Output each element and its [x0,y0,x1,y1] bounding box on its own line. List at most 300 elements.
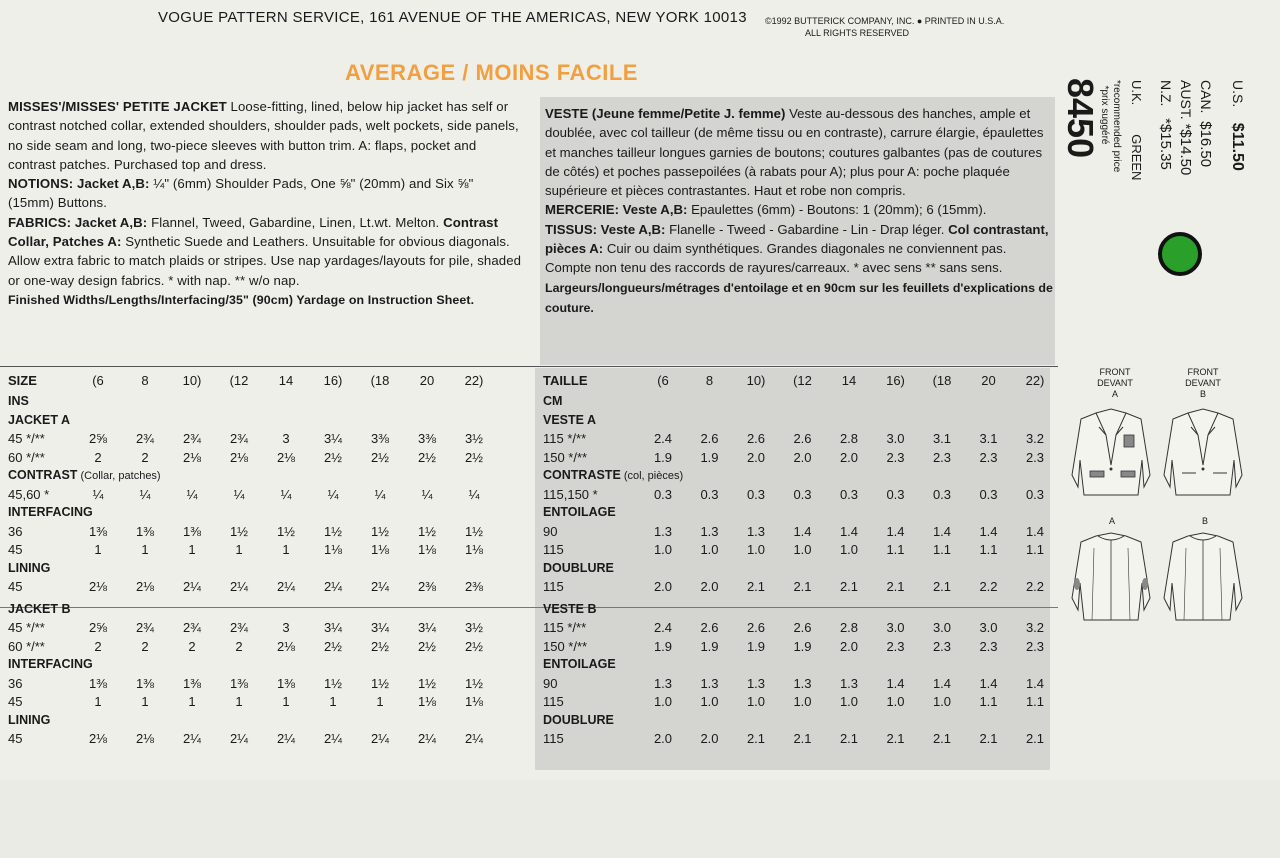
en-cell: 3⅜ [417,431,437,446]
fr-cell: 2.1 [932,579,952,594]
en-cell: 2 [94,449,102,465]
aust-label: AUST. [1178,80,1194,120]
fr-size-3: (12 [793,373,812,388]
en-row-label: LINING [8,712,51,727]
fr-table-row [543,448,1053,467]
fr-cell: 2.0 [839,638,859,654]
french-yardage-table [543,368,1053,748]
fr-section-row [543,392,1053,411]
en-cell: 2⅝ [88,620,108,635]
fr-cell: 1.0 [746,694,766,709]
fr-cell: 1.0 [793,694,812,709]
fr-cell: 2.8 [839,431,859,446]
fr-cell: 0.3 [1025,486,1045,502]
fr-cell: 2.0 [700,731,719,746]
fr-row-label: ENTOILAGE [543,657,616,671]
fr-cell: 0.3 [653,486,673,502]
en-cell: 2⅜ [417,579,437,594]
fr-cell: 3.1 [979,431,998,446]
en-cell: 2⅛ [276,449,296,465]
fr-table-row [543,674,1053,693]
en-cell: 2¾ [135,620,155,635]
en-section-row [8,411,523,430]
en-row-label: 45 [8,694,23,709]
fr-cell: 1.4 [886,523,905,539]
fr-cell: 1.4 [886,675,905,691]
en-cell: 2⅛ [182,449,202,465]
fr-cell: 2.4 [653,620,673,635]
fr-section-row [543,411,1053,430]
fr-cell: 1.0 [653,542,673,557]
fr-cell: 1.0 [793,542,812,557]
fr-cell: 2.3 [979,449,998,465]
fr-cell: 2.1 [932,731,952,746]
fr-cell: 1.0 [653,694,673,709]
front-b-label [1178,367,1228,400]
en-fabrics-label: FABRICS: [8,214,72,230]
fr-section-row [543,466,1053,485]
fr-tissus-label: TISSUS: Veste A,B: [545,221,666,237]
en-cell: 3½ [464,620,484,635]
en-table-row [8,522,523,541]
fr-cell: 2.3 [1025,449,1045,465]
en-cell: 2¼ [417,731,437,746]
fr-cell: 1.3 [653,523,673,539]
en-row-label: 60 */** [8,638,45,654]
fr-cell: 0.3 [979,486,998,502]
en-row-label: 60 */** [8,449,45,465]
fr-size-5: 16) [886,373,905,388]
fr-row-label: 115 [543,579,564,594]
en-row-label: LINING [8,560,51,575]
fr-mercerie-text: Epaulettes (6mm) - Boutons: 1 (20mm); 6 (15mm). [691,202,987,218]
fr-cell: 2.2 [979,579,998,594]
can-price-line [1197,80,1214,167]
en-cell: 2½ [417,638,437,654]
fr-cell: 1.3 [793,675,812,691]
en-cell: 2½ [464,449,484,465]
aust-price: *$14.50 [1177,123,1194,176]
en-row-label: JACKET A [8,412,71,427]
fr-row-label: VESTE B [543,601,597,616]
fr-cell: 2.3 [932,638,952,654]
front-a-label [1090,367,1140,400]
en-cell: 1 [376,694,384,709]
fr-row-label: ENTOILAGE [543,505,616,519]
en-cell: ¼ [374,486,386,502]
fr-description-text: Veste au-dessous des hanches, ample et doublée, avec col tailleur (de même tissu ou en contraste), carrure élargie, épaulettes et manches tailleur longues garnies de boutons; coutures galbantes (pas de coutures de côtés) et poches passepoilées (à rabats pour A); plus pour A: poche plaquée supérieure et pièces contrastantes. Haut et robe non compris. [545,106,1044,199]
en-section-row [8,559,523,578]
fr-cell: 2.1 [746,579,766,594]
en-cell: 2⅛ [229,449,249,465]
fr-cell: 2.1 [979,731,998,746]
fr-size-0: (6 [657,373,669,388]
en-cell: 2⅝ [88,431,108,446]
en-cell: 2⅛ [88,731,108,746]
en-table-row [8,692,523,711]
front-a-line3: A [1111,389,1118,399]
en-cell: 2⅜ [464,579,484,594]
fr-cell: 1.9 [653,449,673,465]
english-yardage-table [8,368,523,748]
fr-cell: 2.6 [700,620,719,635]
en-cell: 1 [94,694,102,709]
en-cell: 1½ [464,675,484,691]
en-cell: 2¾ [182,431,202,446]
en-cell: 2¼ [276,731,296,746]
back-b-label: B [1201,516,1208,526]
pattern-number: 8450 [1060,78,1101,159]
en-cell: 1⅜ [229,675,249,691]
en-cell: 1⅜ [88,523,108,539]
en-fabrics-text: Flannel, Tweed, Gabardine, Linen, Lt.wt. Melton. [151,214,440,230]
en-cell: 2 [235,638,243,654]
fr-cell: 2.1 [839,579,859,594]
en-cell: 1½ [417,675,437,691]
fr-cell: 1.0 [700,542,719,557]
fr-row-label: 115,150 * [543,486,598,502]
en-cell: 1½ [464,523,484,539]
fr-table-row [543,429,1053,448]
fr-row-label: CM [543,394,563,408]
en-row-label: INTERFACING [8,505,93,519]
en-row-label: CONTRAST (Collar, patches) [8,468,161,482]
fr-cell: 2.6 [746,620,766,635]
fr-table-row [543,729,1053,748]
price-block [1060,78,1260,258]
en-table-row [8,729,523,748]
nz-price-line [1157,80,1174,170]
fr-cell: 2.6 [700,431,719,446]
can-price: $16.50 [1197,121,1214,168]
fr-cell: 2.1 [886,579,905,594]
en-description-text: Loose-fitting, lined, below hip jacket has self or contrast notched collar, extended shoulders, shoulder pads, welt pockets, side panels, no side seam and long, two-piece sleeves with button trim. A: flaps, pocket and contrast patches. Purchased top and dress. [8,99,519,172]
fr-cell: 2.6 [793,431,812,446]
en-cell: 3 [282,620,290,635]
en-cell: 2½ [323,449,343,465]
en-cell: ¼ [139,486,151,502]
fr-size-label: TAILLE [543,373,588,388]
en-size-6: (18 [370,373,390,388]
copyright-text: ©1992 BUTTERICK COMPANY, INC. ● PRINTED IN U.S.A. [765,16,1005,26]
fr-cell: 1.4 [1025,675,1045,691]
fr-row-label: 115 [543,731,564,746]
fr-table-row [543,522,1053,541]
back-b-jacket-drawing [1158,528,1248,628]
en-cell: 2¾ [135,431,155,446]
en-contrast-text: Synthetic Suede and Leathers. Unsuitable for obvious diagonals. Allow extra fabric to match plaids or stripes. Use nap yardages/layouts for pile, shaded or one-way design fabrics. * with nap. ** w/o nap. [8,234,522,288]
fr-table-row [543,577,1053,596]
english-description [8,97,523,310]
en-cell: 2⅛ [135,579,155,594]
fr-cell: 1.1 [1025,694,1045,709]
en-cell: 2¼ [182,579,202,594]
en-cell: 3 [282,431,290,446]
en-table-row [8,429,523,448]
fr-cell: 2.4 [653,431,673,446]
envelope-bottom-edge [0,780,1280,858]
en-row-label: 45 */** [8,431,45,446]
fr-cell: 0.3 [793,486,812,502]
en-row-label-note: (Collar, patches) [77,470,161,482]
en-cell: 1⅜ [135,675,155,691]
fr-cell: 1.0 [839,694,859,709]
fr-cell: 0.3 [886,486,905,502]
en-cell: 2 [94,638,102,654]
en-cell: 1⅛ [464,542,484,557]
fr-cell: 1.9 [700,449,719,465]
fr-cell: 0.3 [932,486,952,502]
en-cell: ¼ [92,486,104,502]
en-row-label: 45 */** [8,620,45,635]
en-size-7: 20 [419,373,435,388]
fr-cell: 2.6 [746,431,766,446]
fr-section-row [543,559,1053,578]
fr-cell: 1.4 [1025,523,1045,539]
en-size-5: 16) [323,373,343,388]
en-cell: 2⅛ [276,638,296,654]
uk-price: GREEN [1129,134,1144,181]
en-cell: 1⅜ [88,675,108,691]
fr-cell: 1.0 [886,694,905,709]
fr-cell: 1.1 [886,542,905,557]
fr-cell: 2.3 [1025,638,1045,654]
en-size-1: 8 [141,373,149,388]
fr-cell: 1.9 [700,638,719,654]
fr-mercerie-label: MERCERIE: Veste A,B: [545,202,688,218]
fr-cell: 3.2 [1025,431,1045,446]
fr-cell: 1.4 [793,523,812,539]
fr-cell: 2.0 [653,731,673,746]
en-size-label: SIZE [8,373,37,388]
en-cell: ¼ [327,486,339,502]
en-cell: 1½ [323,675,343,691]
en-cell: 2¼ [229,731,249,746]
en-cell: 2¼ [276,579,296,594]
en-cell: 1½ [417,523,437,539]
en-cell: 2¾ [182,620,202,635]
en-table-row [8,674,523,693]
en-cell: 1 [94,542,102,557]
en-table-row [8,448,523,467]
fr-cell: 1.3 [839,675,859,691]
fr-cell: 3.2 [1025,620,1045,635]
en-row-label: 45 [8,542,23,557]
fr-cell: 1.3 [700,523,719,539]
fr-cell: 2.3 [932,449,952,465]
en-cell: 2 [188,638,196,654]
en-cell: ¼ [233,486,245,502]
us-price: $11.50 [1229,122,1246,171]
en-row-label: 45,60 * [8,486,50,502]
en-cell: 1⅜ [182,523,202,539]
fr-cell: 2.0 [839,449,859,465]
fr-row-label: VESTE A [543,412,597,427]
fr-table-row [543,618,1053,637]
fr-table-row [543,485,1053,504]
front-a-jacket-drawing [1066,405,1156,505]
fr-cell: 1.0 [700,694,719,709]
en-fabrics-jacket: Jacket A,B: [74,214,148,230]
back-a-jacket-drawing [1066,528,1156,628]
en-cell: 3¼ [323,620,343,635]
back-a-label: A [1108,516,1115,526]
fr-cell: 3.0 [886,620,905,635]
en-cell: ¼ [421,486,433,502]
uk-price-line [1129,80,1144,180]
fr-cell: 1.0 [932,694,952,709]
fr-row-label: 90 [543,675,558,691]
fr-cell: 2.2 [1025,579,1045,594]
en-size-4: 14 [278,373,294,388]
fr-col-label: Col contrastant, pièces A: [545,221,1049,257]
nz-price: *$15.35 [1157,118,1174,170]
en-cell: 1 [235,542,243,557]
fr-cell: 3.1 [932,431,952,446]
fr-size-2: 10) [746,373,766,388]
fr-cell: 3.0 [979,620,998,635]
us-label: U.S. [1230,80,1246,108]
en-table-row [8,485,523,504]
fr-cell: 2.0 [700,579,719,594]
fr-section-row [543,600,1053,619]
en-cell: 2¾ [229,620,249,635]
fr-row-label: 115 [543,542,564,557]
en-row-label: INS [8,394,29,408]
difficulty-rating: AVERAGE / MOINS FACILE [345,60,638,85]
fr-cell: 1.9 [793,638,812,654]
en-cell: 1 [282,694,290,709]
en-table-row [8,637,523,656]
fr-row-label: DOUBLURE [543,560,614,575]
en-cell: ¼ [280,486,292,502]
en-cell: 2¼ [182,731,202,746]
recommended-price-note [1098,80,1122,172]
en-cell: ¼ [468,486,480,502]
front-a-line1: FRONT [1099,367,1131,377]
front-b-line3: B [1199,389,1206,399]
fr-cell: 3.0 [886,431,905,446]
fr-size-8: 22) [1025,373,1045,388]
en-cell: 2 [141,449,149,465]
en-cell: 2½ [464,638,484,654]
fr-cell: 2.1 [886,731,905,746]
fr-row-label: 90 [543,523,558,539]
en-cell: 1 [188,694,196,709]
en-row-label: JACKET B [8,601,71,616]
fr-cell: 1.0 [746,542,766,557]
en-cell: 2½ [370,449,390,465]
recommended-price-fr: *prix suggéré [1099,85,1110,145]
en-cell: 2½ [370,638,390,654]
fr-cell: 1.9 [653,638,673,654]
en-cell: 2¾ [229,431,249,446]
fr-title: VESTE (Jeune femme/Petite J. femme) [545,106,786,121]
en-cell: 1⅜ [182,675,202,691]
fr-table-row [543,540,1053,559]
en-section-row [8,466,523,485]
front-b-line2: DEVANT [1185,378,1221,388]
fr-cell: 0.3 [746,486,766,502]
en-cell: 2 [141,638,149,654]
recommended-price-en: *recommended price [1111,80,1122,173]
en-cell: 2¼ [370,579,390,594]
fr-row-label: 150 */** [543,638,588,654]
fr-cell: 2.1 [793,731,812,746]
en-cell: 3¼ [417,620,437,635]
en-cell: 1⅛ [464,694,484,709]
en-cell: 2¼ [323,579,343,594]
en-cell: 1 [141,694,149,709]
en-cell: 2½ [323,638,343,654]
en-size-0: (6 [92,373,104,388]
fr-section-row [543,503,1053,522]
en-section-row [8,655,523,674]
fr-cell: 1.1 [1025,542,1045,557]
en-cell: 1⅛ [323,542,343,557]
fr-row-label: 115 */** [543,620,587,635]
us-price-line [1228,80,1246,171]
green-price-dot [1158,232,1202,276]
en-cell: 1 [188,542,196,557]
fr-cell: 0.3 [839,486,859,502]
fr-cell: 1.3 [746,675,766,691]
en-table-row [8,540,523,559]
fr-size-4: 14 [841,373,857,388]
en-title: MISSES'/MISSES' PETITE JACKET [8,99,227,114]
fr-size-7: 20 [981,373,996,388]
publisher-address: VOGUE PATTERN SERVICE, 161 AVENUE OF THE AMERICAS, NEW YORK 10013 [158,9,747,26]
fr-cell: 2.0 [653,579,673,594]
fr-cell: 3.0 [932,620,952,635]
en-cell: 2¼ [323,731,343,746]
table-top-divider [0,366,1058,367]
fr-cell: 1.4 [932,675,952,691]
en-cell: 3⅜ [370,431,390,446]
en-cell: ¼ [186,486,198,502]
rights-text: ALL RIGHTS RESERVED [805,28,910,38]
en-contrast-label: Contrast Collar, Patches A: [8,214,499,250]
en-cell: 3¼ [370,620,390,635]
en-table-row [8,618,523,637]
en-size-2: 10) [182,373,202,388]
fr-tissus-text: Flanelle - Tweed - Gabardine - Lin - Drap léger. [669,221,945,237]
french-description [545,104,1055,318]
en-cell: 2⅛ [135,731,155,746]
fr-cell: 1.4 [979,523,998,539]
fr-cell: 1.3 [746,523,766,539]
en-notions-jacket: Jacket A,B: [77,176,150,192]
en-finished-note: Finished Widths/Lengths/Interfacing/35" (90cm) Yardage on Instruction Sheet. [8,292,475,307]
en-section-row [8,600,523,619]
fr-row-label: 150 */** [543,449,588,465]
en-cell: 1½ [229,523,249,539]
en-cell: 1⅛ [417,694,437,709]
fr-table-row [543,692,1053,711]
fr-size-6: (18 [932,373,952,388]
fr-cell: 2.6 [793,620,812,635]
fr-cell: 1.4 [979,675,998,691]
en-cell: 1⅛ [370,542,390,557]
en-cell: 3½ [464,431,484,446]
fr-row-label-note: (col, pièces) [620,470,684,482]
en-section-row [8,711,523,730]
copyright-notice [765,15,1004,39]
aust-price-line [1177,80,1194,175]
en-header-row [8,368,523,392]
front-b-jacket-drawing [1158,405,1248,505]
en-cell: 2¼ [370,731,390,746]
